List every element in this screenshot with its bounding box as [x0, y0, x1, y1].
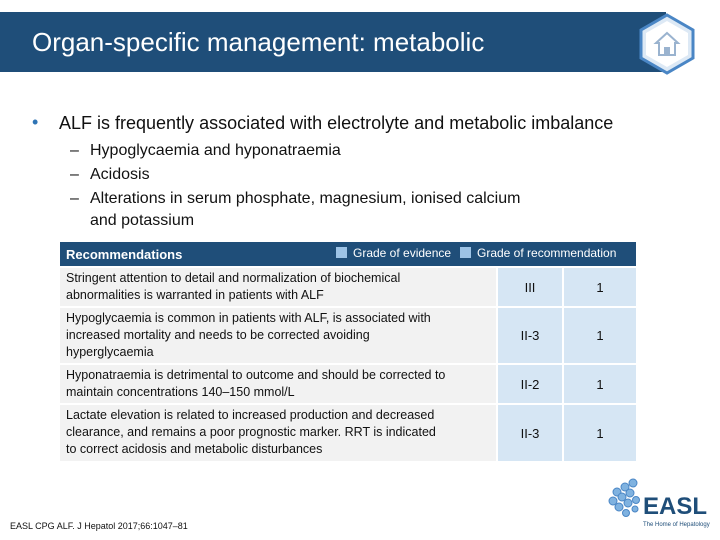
slide-header [0, 0, 720, 84]
easl-logo [605, 476, 715, 536]
text-line: Lactate elevation is related to increased production and decreased [66, 408, 435, 422]
text-line: Hypoglycaemia is common in patients with ALF, is associated with [66, 311, 431, 325]
dash-marker: – [70, 190, 79, 207]
grade-of-evidence-cell: II-2 [498, 365, 562, 403]
text-line: Hyponatraemia is detrimental to outcome and should be corrected to [66, 368, 446, 382]
recommendations-header [60, 242, 636, 266]
grade-of-recommendation-cell: 1 [564, 268, 636, 306]
recommendation-text [60, 308, 496, 363]
text-line: abnormalities is warranted in patients with ALF [66, 288, 324, 302]
recommendation-text [60, 405, 496, 461]
home-icon[interactable] [638, 13, 696, 75]
text-line: increased mortality and needs to be corrected avoiding [66, 328, 370, 342]
logo-text: EASL [643, 493, 708, 520]
sub-bullet-text: Alterations in serum phosphate, magnesium, ionised calcium [90, 190, 521, 207]
text-line: to correct acidosis and metabolic disturbances [66, 442, 323, 456]
text-line: clearance, and remains a poor prognostic marker. RRT is indicated [66, 425, 436, 439]
dash-marker: – [70, 166, 79, 183]
legend-recommendation [460, 246, 616, 260]
text-line: Stringent attention to detail and normalization of biochemical [66, 271, 401, 285]
grade-of-evidence-cell: II-3 [498, 405, 562, 461]
logo-tagline: The Home of Hepatology [643, 522, 710, 528]
recommendations-label: Recommendations [66, 247, 183, 262]
legend-evidence [336, 246, 451, 260]
sub-bullet-text: Acidosis [90, 166, 150, 183]
slide-title: Organ-specific management: metabolic [32, 27, 485, 57]
legend-recommendation-text: Grade of recommendation [477, 246, 617, 260]
legend-evidence-text: Grade of evidence [353, 246, 452, 260]
grade-of-recommendation-cell: 1 [564, 405, 636, 461]
grade-of-recommendation-cell: 1 [564, 365, 636, 403]
legend-swatch [336, 247, 347, 258]
reference-citation: EASL CPG ALF. J Hepatol 2017;66:1047–81 [10, 521, 188, 531]
recommendation-text [60, 268, 496, 306]
grade-of-recommendation-cell: 1 [564, 308, 636, 363]
legend-swatch [460, 247, 471, 258]
grade-of-evidence-cell: II-3 [498, 308, 562, 363]
grade-of-evidence-cell: III [498, 268, 562, 306]
sub-bullet-text: Hypoglycaemia and hyponatraemia [90, 142, 341, 159]
bullet-dot: • [32, 112, 39, 132]
text-line: maintain concentrations 140–150 mmol/L [66, 385, 295, 399]
recommendation-text [60, 365, 496, 403]
text-line: hyperglycaemia [66, 345, 154, 359]
sub-bullet-text: and potassium [90, 212, 195, 229]
dash-marker: – [70, 142, 79, 159]
main-bullet-text: ALF is frequently associated with electrolyte and metabolic imbalance [59, 113, 614, 133]
